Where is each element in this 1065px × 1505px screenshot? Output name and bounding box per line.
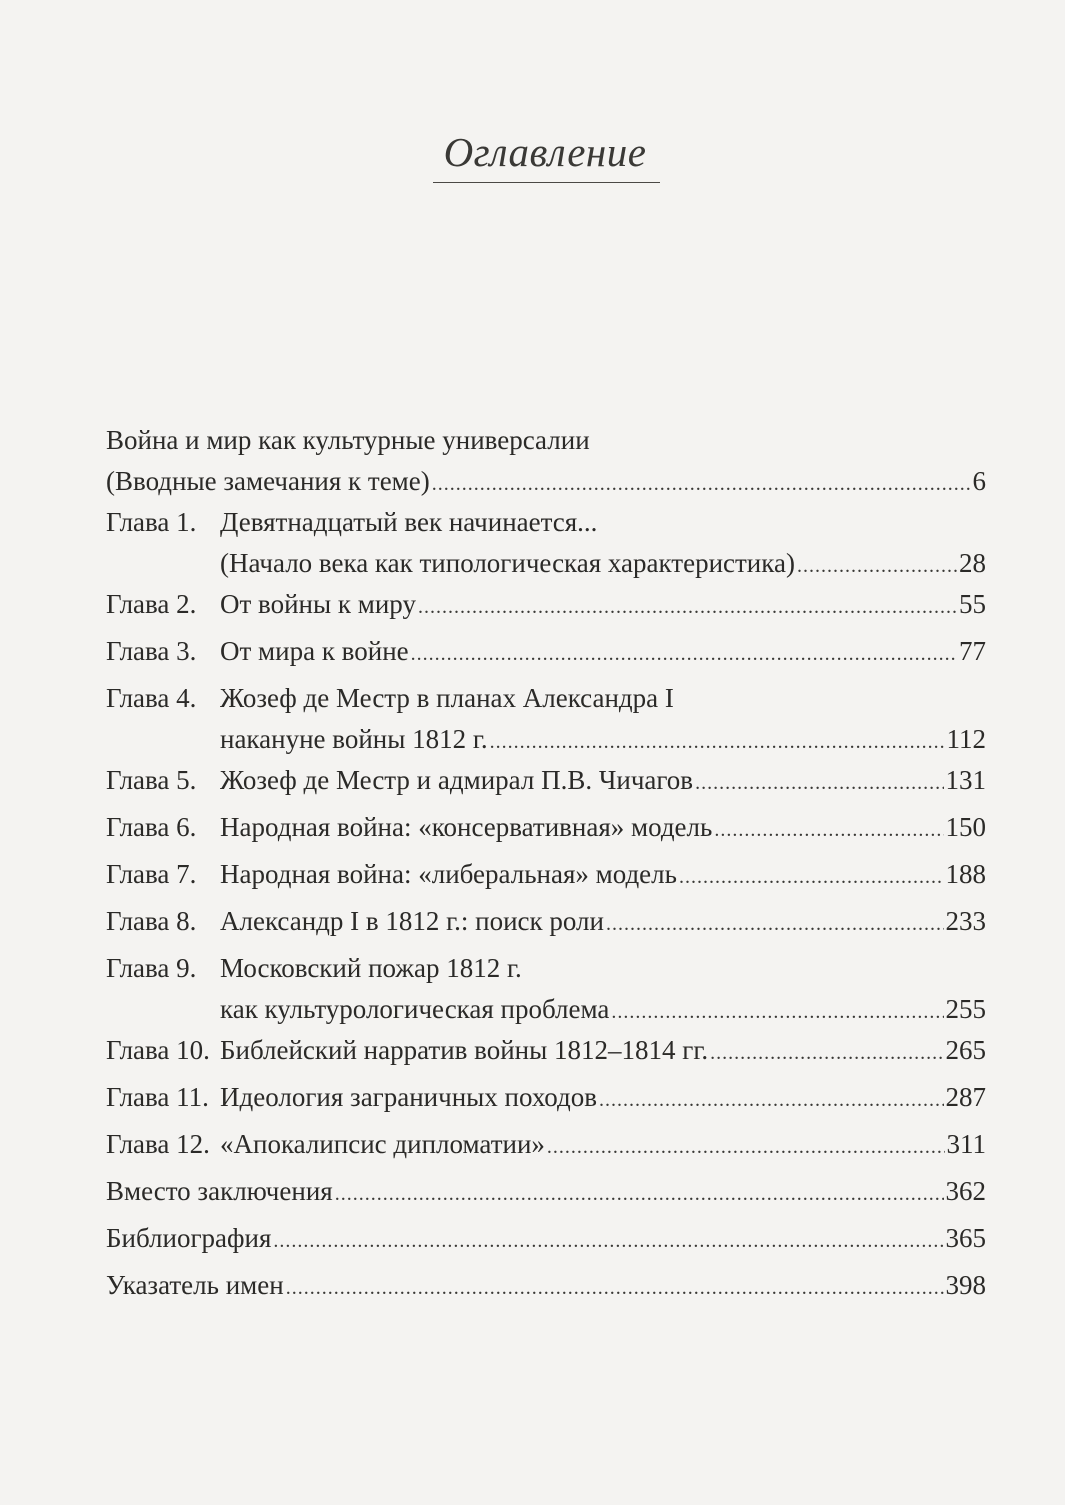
toc-entry[interactable] (106, 1265, 986, 1306)
entry-title-line: Московский пожар 1812 г. (220, 953, 522, 983)
entry-title: Библейский нарратив войны 1812–1814 гг. (220, 1035, 709, 1065)
toc-entry[interactable] (106, 678, 986, 760)
page-number: 131 (945, 765, 986, 795)
entry-title: От мира к войне (220, 636, 409, 666)
chapter-number: Глава 4. (106, 683, 197, 713)
dot-leader (273, 1221, 943, 1262)
entry-title: Жозеф де Местр и адмирал П.В. Чичагов (220, 765, 694, 795)
page-number: 287 (945, 1082, 986, 1112)
toc-entry[interactable] (106, 631, 986, 672)
page-number: 150 (945, 812, 986, 842)
title-underline (433, 182, 660, 183)
dot-leader (418, 587, 957, 628)
dot-leader (611, 992, 943, 1033)
dot-leader (710, 1033, 943, 1074)
dot-leader (606, 904, 944, 945)
page-number: 255 (945, 994, 986, 1024)
entry-title-line: Девятнадцатый век начинается... (220, 507, 598, 537)
toc-entry[interactable] (106, 502, 986, 584)
entry-title: Идеология заграничных походов (220, 1082, 598, 1112)
dot-leader (797, 546, 957, 587)
dot-leader (286, 1268, 944, 1309)
entry-title: Библиография (106, 1223, 272, 1253)
entry-title: От войны к миру (220, 589, 416, 619)
chapter-number: Глава 9. (106, 953, 197, 983)
entry-title-line: Война и мир как культурные универсалии (106, 425, 590, 455)
chapter-number: Глава 6. (106, 812, 197, 842)
page-title: Оглавление (443, 129, 647, 175)
page-number: 55 (959, 589, 986, 619)
dot-leader (432, 464, 971, 505)
dot-leader (547, 1127, 945, 1168)
chapter-number: Глава 11. (106, 1082, 209, 1112)
chapter-number: Глава 8. (106, 906, 197, 936)
toc-entry[interactable] (106, 1030, 986, 1071)
chapter-number: Глава 5. (106, 765, 197, 795)
toc-entry[interactable] (106, 1171, 986, 1212)
chapter-number: Глава 12. (106, 1129, 210, 1159)
page-number: 265 (945, 1035, 986, 1065)
dot-leader (490, 722, 945, 763)
toc-entry[interactable] (106, 854, 986, 895)
toc-entry[interactable] (106, 584, 986, 625)
page-number: 233 (945, 906, 986, 936)
entry-title: накануне войны 1812 г. (220, 724, 488, 754)
page-number: 311 (946, 1129, 986, 1159)
page-number: 28 (959, 548, 986, 578)
toc-entry[interactable] (106, 807, 986, 848)
entry-title: Указатель имен (106, 1270, 284, 1300)
page-number: 362 (945, 1176, 986, 1206)
entry-title: «Апокалипсис дипломатии» (220, 1129, 545, 1159)
page-number: 365 (945, 1223, 986, 1253)
chapter-number: Глава 3. (106, 636, 197, 666)
toc-entry[interactable] (106, 948, 986, 1030)
page-number: 188 (945, 859, 986, 889)
page-number: 112 (946, 724, 986, 754)
chapter-number: Глава 10. (106, 1035, 210, 1065)
entry-title: Вместо заключения (106, 1176, 333, 1206)
chapter-number: Глава 2. (106, 589, 197, 619)
toc-entry[interactable] (106, 901, 986, 942)
toc-entry[interactable] (106, 1124, 986, 1165)
entry-title: Народная война: «либеральная» модель (220, 859, 677, 889)
entry-title: как культурологическая проблема (220, 994, 610, 1024)
toc-entry[interactable] (106, 1077, 986, 1118)
dot-leader (714, 810, 943, 851)
page-number: 398 (945, 1270, 986, 1300)
dot-leader (599, 1080, 943, 1121)
entry-title: Александр I в 1812 г.: поиск роли (220, 906, 604, 936)
entry-title: (Начало века как типологическая характеристика) (220, 548, 795, 578)
toc-entry[interactable] (106, 420, 986, 502)
chapter-number: Глава 7. (106, 859, 197, 889)
chapter-number: Глава 1. (106, 507, 197, 537)
entry-title: (Вводные замечания к теме) (106, 466, 430, 496)
dot-leader (411, 634, 957, 675)
page-number: 6 (972, 466, 986, 496)
dot-leader (695, 763, 943, 804)
toc-entry[interactable] (106, 760, 986, 801)
entry-title-line: Жозеф де Местр в планах Александра I (220, 683, 674, 713)
entry-title: Народная война: «консервативная» модель (220, 812, 713, 842)
toc-entry[interactable] (106, 1218, 986, 1259)
page-number: 77 (959, 636, 986, 666)
dot-leader (679, 857, 944, 898)
dot-leader (335, 1174, 944, 1215)
